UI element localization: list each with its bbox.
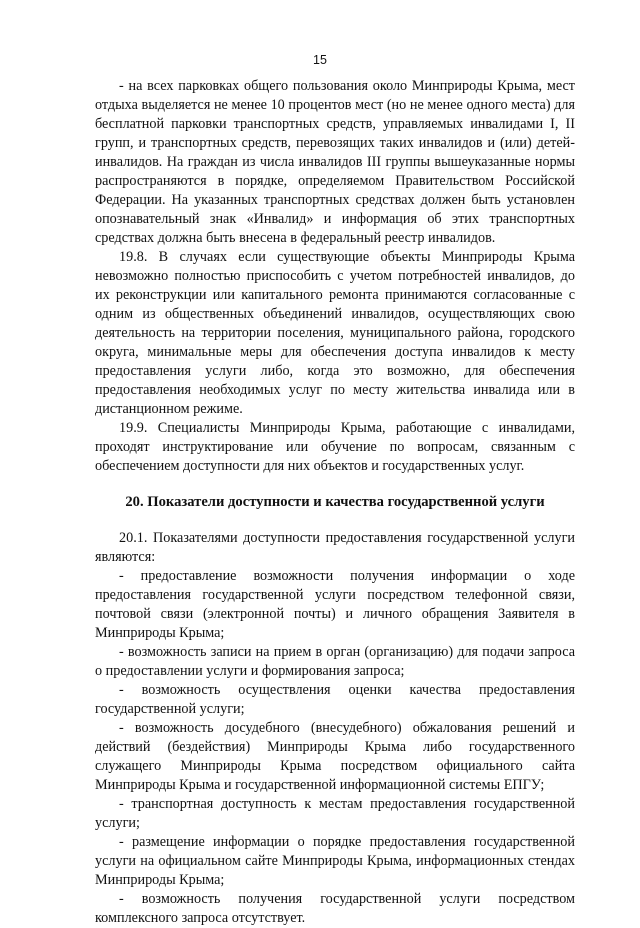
paragraph-20-1: 20.1. Показателями доступности предоставления государственной услуги являются: [95,530,575,565]
list-item: - транспортная доступность к местам предоставления государственной услуги; [95,796,575,831]
section-heading: 20. Показатели доступности и качества государственной услуги [125,494,545,510]
paragraph-19-8: 19.8. В случаях если существующие объекты Минприроды Крыма невозможно полностью приспособить с учетом потребностей инвалидов, до их реконструкции или капитального ремонта принимаются согласованные с одним из общественных объединений инвалидов, осуществляющих свою деятельность на территории поселения, муниципального района, городского округа, минимальные меры для обеспечения доступа инвалидов к месту предоставления услуги либо, когда это возможно, для обеспечения предоставления необходимых услуг по месту жительства инвалида или в дистанционном режиме. [95,249,575,417]
paragraph-19-9: 19.9. Специалисты Минприроды Крыма, работающие с инвалидами, проходят инструктирование или обучение по вопросам, связанным с обеспечением доступности для них объектов и государственных услуг. [95,420,575,474]
list-item: - возможность досудебного (внесудебного) обжалования решений и действий (бездействия) Минприроды Крыма либо государственного служащего Минприроды Крыма посредством официального сайта Минприроды Крыма и государственной информационной системы ЕПГУ; [95,720,575,793]
document-body [95,77,575,928]
list-item: - предоставление возможности получения информации о ходе предоставления государственной услуги посредством телефонной связи, почтовой связи (электронной почты) и личного обращения Заявителя в Минприроды Крыма; [95,568,575,641]
list-item: - возможность получения государственной услуги посредством комплексного запроса отсутствует. [95,891,575,926]
list-item: - размещение информации о порядке предоставления государственной услуги на официальном сайте Минприроды Крыма, информационных стендах Минприроды Крыма; [95,834,575,888]
list-item: - возможность осуществления оценки качества предоставления государственной услуги; [95,682,575,717]
paragraph-parking: - на всех парковках общего пользования около Минприроды Крыма, мест отдыха выделяется не менее 10 процентов мест (но не менее одного места) для бесплатной парковки транспортных средств, управляемых инвалидами I, II групп, и транспортных средств, перевозящих таких инвалидов и (или) детей-инвалидов. На граждан из числа инвалидов III группы вышеуказанные нормы распространяются в порядке, определяемом Правительством Российской Федерации. На указанных транспортных средствах должен быть установлен опознавательный знак «Инвалид» и информация об этих транспортных средствах должна быть внесена в федеральный реестр инвалидов. [95,78,575,246]
list-item: - возможность записи на прием в орган (организацию) для подачи запроса о предоставлении услуги и формирования запроса; [95,644,575,679]
page-number: 15 [313,53,327,67]
